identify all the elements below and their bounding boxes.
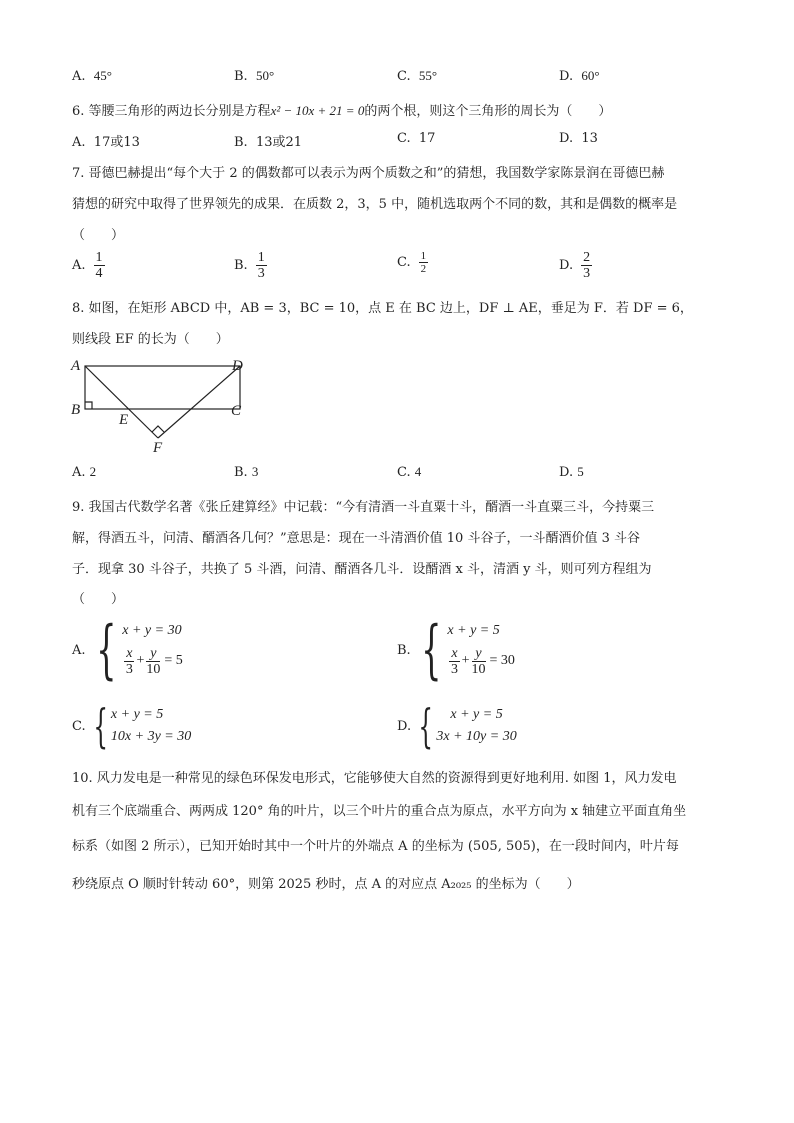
- q9-option-b: B. { x + y = 5 $\frac{x}{3}$ + $\frac{y}{10}$ = 30: [397, 613, 515, 687]
- q8-option-c: C. 4: [397, 464, 422, 480]
- point-label-d: D: [232, 358, 243, 374]
- q6-option-b: B. 13或21: [234, 135, 303, 150]
- q9-stem-line1: 9. 我国古代数学名著《张丘建算经》中记载：“今有清酒一斗直粟十斗，醑酒一斗直粟三斗，今持粟三: [72, 500, 655, 515]
- q5-option-b: B. 50°: [234, 68, 275, 84]
- q7-option-b: B. $\frac{1}{3}$: [234, 250, 265, 281]
- q10-stem-line1: 10. 风力发电是一种常见的绿色环保发电形式，它能够使大自然的资源得到更好地利用. 如图 1，风力发电: [72, 771, 677, 786]
- q10-stem-line2: 机有三个底端重合、两两成 120° 角的叶片，以三个叶片的重合点为原点，水平方向为 x 轴建立平面直角坐: [72, 804, 687, 819]
- q7-option-d: D. $\frac{2}{3}$: [559, 250, 591, 281]
- q5-option-a: A. 45°: [72, 68, 112, 84]
- point-label-e: E: [119, 412, 129, 428]
- q7-option-c: C. $\frac{1}{2}$: [397, 250, 427, 275]
- q6-option-d: D. 13: [559, 131, 598, 146]
- q7-stem-line2: 猜想的研究中取得了世界领先的成果．在质数 2，3，5 中，随机选取两个不同的数，其和是偶数的概率是: [72, 197, 678, 212]
- q8-option-d: D. 5: [559, 464, 584, 480]
- q6-option-c: C. 17: [397, 131, 436, 146]
- q10-stem-line3: 标系（如图 2 所示），已知开始时其中一个叶片的外端点 A 的坐标为 (505, 505)，在一段时间内，叶片每: [72, 839, 679, 854]
- q9-stem-line4: （ ）: [72, 592, 125, 607]
- q8-stem-line1: 8. 如图，在矩形 ABCD 中，AB = 3，BC = 10，点 E 在 BC 边上，DF ⊥ AE，垂足为 F．若 DF = 6，: [72, 301, 693, 316]
- q6-stem: 6. 等腰三角形的两边长分别是方程x² − 10x + 21 = 0的两个根，则这个三角形的周长为（ ）: [72, 103, 612, 119]
- q7-option-a: A. $\frac{1}{4}$: [72, 250, 103, 281]
- q8-option-a: A. 2: [72, 464, 97, 480]
- q9-stem-line3: 子．现拿 30 斗谷子，共换了 5 斗酒，问清、醑酒各几斗．设醑酒 x 斗，清酒 y 斗，则可列方程组为: [72, 562, 652, 577]
- q9-option-c: C. { x + y = 5 10x + 3y = 30: [72, 699, 192, 753]
- q10-stem-line4: 秒绕原点 O 顺时针转动 60°，则第 2025 秒时，点 A 的对应点 A₂₀₂₅ 的坐标为（ ）: [72, 877, 580, 892]
- point-label-f: F: [153, 440, 163, 456]
- q7-stem-line1: 7. 哥德巴赫提出“每个大于 2 的偶数都可以表示为两个质数之和”的猜想，我国数学家陈景润在哥德巴赫: [72, 166, 665, 181]
- point-label-a: A: [71, 358, 81, 374]
- q8-option-b: B. 3: [234, 464, 259, 480]
- q9-option-d: D. { x + y = 5 3x + 10y = 30: [397, 699, 517, 753]
- q5-option-c: C. 55°: [397, 68, 438, 84]
- q6-option-a: A. 17或13: [72, 135, 140, 150]
- q8-stem-line2: 则线段 EF 的长为（ ）: [72, 332, 229, 347]
- q5-option-d: D. 60°: [559, 68, 600, 84]
- q9-stem-line2: 解，得酒五斗，问清、醑酒各几何？”意思是：现在一斗清酒价值 10 斗谷子，一斗醑酒价值 3 斗谷: [72, 531, 640, 546]
- point-label-c: C: [231, 403, 242, 419]
- q7-stem-line3: （ ）: [72, 228, 125, 243]
- q8-rectangle-figure: [66, 352, 256, 456]
- point-label-b: B: [71, 402, 81, 418]
- q9-option-a: A. { x + y = 30 $\frac{x}{3}$ + $\frac{y}{10}$ = 5: [72, 613, 183, 687]
